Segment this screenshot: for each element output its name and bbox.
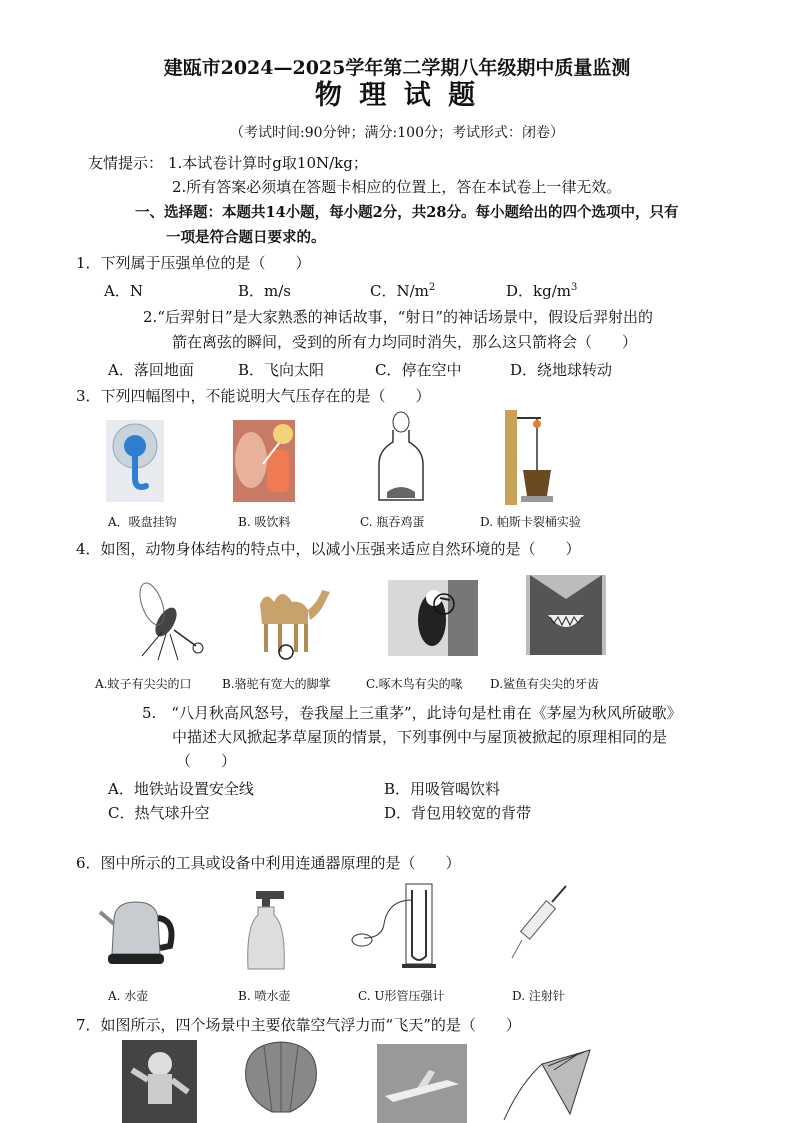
hot-air-balloon-image: [240, 1040, 322, 1123]
q6-option-b: B. 喷水壶: [238, 989, 291, 1003]
q6-option-d: D. 注射针: [512, 989, 565, 1003]
q4-option-b: B.骆驼有宽大的脚掌: [222, 677, 331, 691]
q5-option-a: A．地铁站设置安全线: [108, 780, 254, 798]
q6-option-c: C. U形管压强计: [358, 989, 445, 1003]
tips-label: 友情提示：: [88, 154, 164, 172]
egg-bottle-image: [375, 410, 427, 505]
q5-option-c: C．热气球升空: [108, 804, 210, 822]
kite-image: [500, 1044, 595, 1123]
q4-stem: 4．如图，动物身体结构的特点中，以减小压强来适应自然环境的是（ ）: [76, 540, 581, 558]
q6-stem: 6．图中所示的工具或设备中利用连通器原理的是（ ）: [76, 854, 461, 872]
q3-stem: 3．下列四幅图中，不能说明大气压存在的是（ ）: [76, 387, 431, 405]
woodpecker-image: [388, 580, 478, 656]
q6-option-a: A. 水壶: [108, 989, 149, 1003]
section1-line2: 一项是符合题日要求的。: [166, 229, 326, 246]
kettle-image: [96, 890, 178, 972]
exam-title: 建瓯市2024—2025学年第二学期八年级期中质量监测: [163, 57, 631, 79]
tips-line2: 2.所有答案必须填在答题卡相应的位置上，答在本试卷上一律无效。: [172, 178, 622, 196]
tips-line1: 1.本试卷计算时g取10N/kg；: [168, 154, 368, 172]
pascal-barrel-image: [505, 410, 560, 505]
q4-option-d: D.鲨鱼有尖尖的牙齿: [490, 677, 600, 691]
q1-option-b: B．m/s: [238, 282, 291, 300]
q1-option-d: D．$kg/m^3$: [506, 282, 578, 300]
q5-option-b: B．用吸管喝饮料: [384, 780, 501, 798]
q2-stem-2: 箭在离弦的瞬间，受到的所有力均同时消失，那么这只箭将会（ ）: [172, 333, 638, 351]
astronaut-image: [122, 1040, 197, 1123]
q2-option-d: D．绕地球转动: [510, 361, 613, 379]
drinking-straw-image: [233, 420, 295, 502]
subject-title: 物 理 试 题: [314, 80, 480, 111]
q5-stem-3: （ ）: [176, 752, 237, 770]
section1-line1: 一、选择题：本题共14小题，每小题2分，共28分。每小题给出的四个选项中，只有: [135, 204, 679, 221]
q3-option-b: B. 吸饮料: [238, 515, 291, 529]
q2-option-a: A．落回地面: [108, 361, 194, 379]
q5-stem-1: 5. “八月秋高风怒号，卷我屋上三重茅”，此诗句是杜甫在《茅屋为秋风所破歌》: [142, 704, 682, 722]
shark-image: [526, 575, 606, 655]
q5-option-d: D．背包用较宽的背带: [384, 804, 532, 822]
suction-hook-image: [106, 420, 164, 502]
spray-bottle-image: [240, 885, 292, 973]
q1-stem: 1．下列属于压强单位的是（ ）: [76, 254, 311, 272]
q5-stem-2: 中描述大风掀起茅草屋顶的情景，下列事例中与屋顶被掀起的原理相同的是: [172, 728, 668, 746]
airplane-image: [377, 1044, 467, 1123]
camel-image: [246, 580, 336, 662]
q4-option-a: A.蚊子有尖尖的口: [95, 677, 192, 691]
q7-stem: 7．如图所示，四个场景中主要依靠空气浮力而“飞天”的是（ ）: [76, 1016, 521, 1034]
q2-stem-1: 2.“后羿射日”是大家熟悉的神话故事，“射日”的神话场景中，假设后羿射出的: [143, 308, 653, 326]
q3-option-d: D. 帕斯卡裂桶实验: [480, 515, 581, 529]
q1-option-c: C．$N/m^2$: [370, 282, 436, 300]
syringe-image: [508, 880, 572, 964]
mosquito-image: [122, 580, 214, 662]
q3-option-c: C. 瓶吞鸡蛋: [360, 515, 425, 529]
q4-option-c: C.啄木鸟有尖的喙: [366, 677, 463, 691]
q1-option-a: A．N: [104, 282, 143, 300]
q3-option-a: A．吸盘挂钩: [108, 515, 177, 529]
q2-option-c: C．停在空中: [375, 361, 462, 379]
q2-option-b: B．飞向太阳: [238, 361, 325, 379]
u-tube-manometer-image: [348, 880, 440, 972]
exam-info: （考试时间:90分钟；满分:100分；考试形式：闭卷）: [230, 125, 564, 141]
